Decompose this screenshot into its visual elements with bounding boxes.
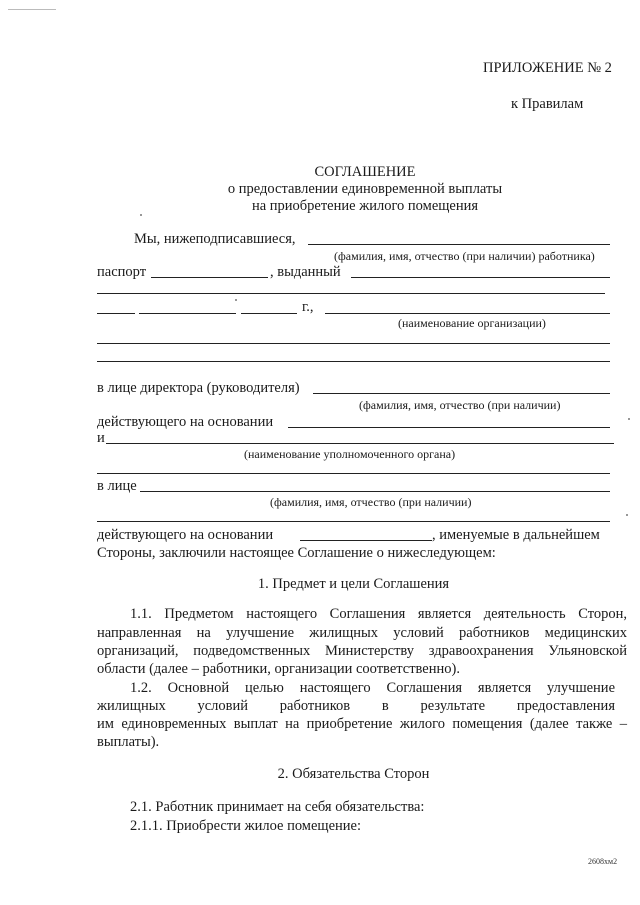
issued-label: , выданный (270, 264, 341, 280)
acting-basis-label-2: действующего на основании (97, 527, 274, 543)
director-name-field (313, 393, 610, 394)
authority-name-hint: (наименование уполномоченного органа) (244, 447, 456, 461)
organization-name-field (325, 313, 610, 314)
in-person-label: в лице (97, 478, 137, 494)
document-subtitle-1: о предоставлении единовременной выплаты (227, 181, 503, 197)
scan-speck (235, 299, 237, 301)
hereinafter-label: , именуемые в дальнейшем (432, 527, 600, 543)
date-field-month (139, 313, 236, 314)
year-suffix-label: г., (302, 299, 314, 315)
and-label: и (97, 430, 105, 446)
representative-name-field (140, 491, 610, 492)
director-label: в лице директора (руководителя) (97, 380, 300, 396)
document-subtitle-2: на приобретение жилого помещения (251, 198, 479, 214)
authority-name-field (106, 443, 614, 444)
concluded-label: Стороны, заключили настоящее Соглашение о нижеследующем: (97, 545, 496, 561)
organization-name-hint: (наименование организации) (398, 316, 546, 330)
organization-name-field-2 (97, 343, 610, 344)
document-code: 2608хм2 (588, 857, 618, 866)
clause-1-1-line-3: организаций, подведомственных Министерству здравоохранения Ульяновской (97, 643, 627, 659)
director-name-hint: (фамилия, имя, отчество (при наличии) (359, 398, 561, 412)
we-signed-label: Мы, нижеподписавшиеся, (134, 231, 296, 247)
clause-1-1-line-4: области (далее – работники, организации соответственно). (97, 661, 460, 677)
scan-speck (140, 214, 142, 216)
representative-name-field-2 (97, 521, 610, 522)
acting-basis-field-2 (300, 540, 432, 541)
acting-basis-field (288, 427, 610, 428)
date-field-year (241, 313, 297, 314)
employee-name-hint: (фамилия, имя, отчество (при наличии) работника) (334, 249, 595, 263)
passport-label: паспорт (97, 264, 147, 280)
clause-1-2-line-2: жилищных условий работников в результате предоставления (97, 698, 615, 714)
section-1-heading: 1. Предмет и цели Соглашения (257, 576, 450, 592)
clause-1-1-line-2: направленная на улучшение жилищных условий работников медицинских (97, 625, 627, 641)
clause-1-1-line-1: 1.1. Предметом настоящего Соглашения является деятельность Сторон, (130, 606, 627, 622)
authority-name-field-2 (97, 473, 610, 474)
date-field-day (97, 313, 135, 314)
clause-2-1: 2.1. Работник принимает на себя обязательства: (130, 799, 425, 815)
scan-edge-mark (8, 9, 56, 10)
passport-issuer-field-2 (97, 293, 605, 294)
document-title: СОГЛАШЕНИЕ (314, 164, 416, 180)
acting-basis-label: действующего на основании (97, 414, 274, 430)
clause-1-2-line-4: выплаты). (97, 734, 160, 750)
appendix-label: ПРИЛОЖЕНИЕ № 2 (483, 60, 612, 76)
passport-number-field (151, 277, 268, 278)
scan-speck (626, 514, 628, 516)
passport-issuer-field (351, 277, 610, 278)
scan-speck (628, 418, 630, 420)
clause-1-2-line-3: им единовременных выплат на приобретение жилого помещения (далее также – (97, 716, 627, 732)
clause-2-1-1: 2.1.1. Приобрести жилое помещение: (130, 818, 361, 834)
employee-name-field (308, 244, 610, 245)
representative-name-hint: (фамилия, имя, отчество (при наличии) (270, 495, 472, 509)
clause-1-2-line-1: 1.2. Основной целью настоящего Соглашения является улучшение (130, 680, 615, 696)
section-2-heading: 2. Обязательства Сторон (277, 766, 430, 782)
organization-name-field-3 (97, 361, 610, 362)
to-rules-label: к Правилам (511, 96, 584, 112)
